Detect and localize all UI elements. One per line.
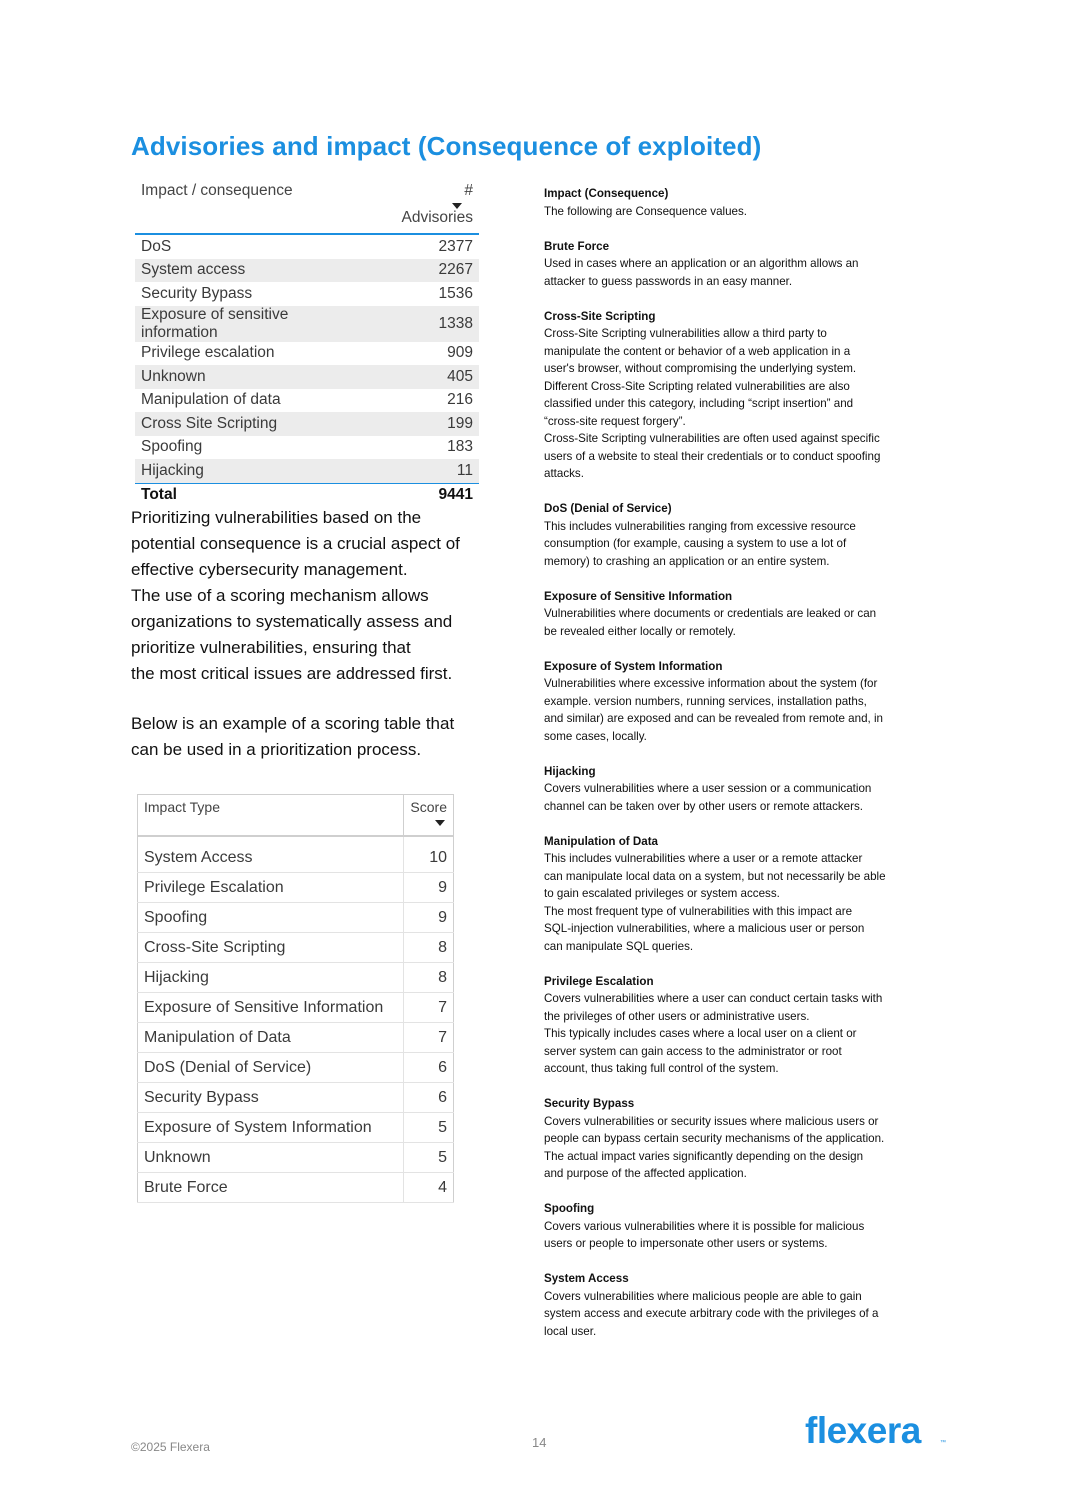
- score-value: 6: [404, 1083, 454, 1113]
- definition-text: [544, 990, 939, 1078]
- definition-section: [544, 1200, 939, 1253]
- definition-text: [544, 1218, 939, 1253]
- definition-title: Exposure of Sensitive Information: [544, 589, 733, 603]
- text-line: effective cybersecurity management.: [131, 560, 408, 579]
- advisory-count: 11: [372, 459, 479, 483]
- total-label: Total: [135, 483, 372, 507]
- impact-type-label: DoS (Denial of Service): [138, 1053, 404, 1083]
- text-line: classified under this category, including “script insertion” and: [544, 397, 854, 410]
- text-line: Cross-Site Scripting vulnerabilities are often used against specific: [544, 432, 880, 445]
- text-line: account, thus taking full control of the system.: [544, 1062, 779, 1075]
- advisory-count: 183: [447, 438, 473, 456]
- definitions-column: [544, 185, 939, 1358]
- text-line: attacks.: [544, 467, 584, 480]
- definition-title: Impact (Consequence): [544, 187, 669, 200]
- text-line: prioritize vulnerabilities, ensuring that: [131, 638, 411, 657]
- total-row: [135, 483, 479, 507]
- score-value: 9: [404, 873, 454, 903]
- copyright: ©2025 Flexera: [131, 1440, 210, 1454]
- table-row: [138, 903, 454, 933]
- definition-section: [544, 833, 939, 956]
- column-header-impact-type: Impact Type: [138, 795, 404, 837]
- impact-type-label: Exposure of Sensitive Information: [138, 993, 404, 1023]
- impact-type-label: System Access: [138, 836, 404, 873]
- table-header-row: [138, 795, 454, 837]
- table-row: [138, 1023, 454, 1053]
- text-line: system access and execute arbitrary code with the privileges of a: [544, 1307, 879, 1320]
- table-row: [135, 412, 479, 436]
- column-header-advisories[interactable]: # Advisories: [401, 182, 473, 226]
- definition-title: Manipulation of Data: [544, 834, 659, 848]
- advisory-count: 1338: [372, 306, 479, 342]
- score-value: 7: [404, 1023, 454, 1053]
- definition-section: [544, 588, 939, 641]
- text-line: to gain escalated privileges or system access.: [544, 887, 780, 900]
- text-line: can manipulate local data on a system, but not necessarily be able: [544, 869, 886, 883]
- table-row: [135, 342, 479, 366]
- table-row: [138, 933, 454, 963]
- impact-type-label: Privilege Escalation: [138, 873, 404, 903]
- text-line: Vulnerabilities where excessive information about the system (for: [544, 677, 878, 690]
- text-line: users or people to impersonate other users or systems.: [544, 1237, 828, 1250]
- text-line: can be used in a prioritization process.: [131, 740, 422, 759]
- score-value: 8: [404, 963, 454, 993]
- text-line: manipulate the content or behavior of a web application in a: [544, 344, 851, 358]
- impact-label: Security Bypass: [141, 284, 253, 302]
- table-row: [135, 436, 479, 460]
- text-line: be revealed either locally or remotely.: [544, 624, 736, 638]
- table-row: [135, 365, 479, 389]
- score-value: 4: [404, 1173, 454, 1203]
- definition-title: Brute Force: [544, 239, 610, 253]
- definition-section: [544, 500, 939, 570]
- text-line: the most critical issues are addressed first.: [131, 664, 453, 683]
- table-row: [135, 459, 479, 483]
- impact-consequence-table: [135, 180, 479, 507]
- text-line: The following are Consequence values.: [544, 204, 748, 218]
- table-row: [138, 963, 454, 993]
- text-line: Used in cases where an application or an algorithm allows an: [544, 257, 859, 270]
- definition-text: [544, 780, 939, 815]
- impact-label: DoS: [141, 237, 172, 255]
- impact-label: System access: [135, 259, 372, 283]
- score-value: 5: [404, 1143, 454, 1173]
- text-line: channel can be taken over by other users or remote attackers.: [544, 799, 863, 813]
- definition-title: Privilege Escalation: [544, 974, 654, 988]
- definition-section: [544, 238, 939, 291]
- score-value: 5: [404, 1113, 454, 1143]
- text-line: Covers vulnerabilities where malicious people are able to gain: [544, 1289, 862, 1303]
- definition-title: Hijacking: [544, 764, 596, 778]
- text-line: Vulnerabilities where documents or credentials are leaked or can: [544, 607, 877, 620]
- text-line: Prioritizing vulnerabilities based on the: [131, 508, 422, 527]
- definition-section: [544, 1270, 939, 1340]
- impact-type-label: Manipulation of Data: [138, 1023, 404, 1053]
- score-value: 6: [404, 1053, 454, 1083]
- definition-text: [544, 1288, 939, 1341]
- definition-text: [544, 518, 939, 571]
- table-row: [138, 1053, 454, 1083]
- score-value: 8: [404, 933, 454, 963]
- definition-title: Spoofing: [544, 1202, 595, 1215]
- definition-title: DoS (Denial of Service): [544, 502, 672, 515]
- impact-label: Privilege escalation: [141, 344, 275, 362]
- text-line: “cross-site request forgery”.: [544, 414, 686, 428]
- advisory-count: 216: [447, 391, 473, 409]
- definition-text: [544, 325, 939, 483]
- column-header-impact: Impact / consequence: [141, 182, 293, 199]
- table-row: [135, 259, 479, 283]
- definition-text: [544, 850, 939, 955]
- text-line: can manipulate SQL queries.: [544, 939, 694, 953]
- logo-text: flexera: [805, 1410, 921, 1450]
- text-line: and similar) are exposed and can be revealed from remote and, in: [544, 712, 883, 725]
- table-row: [135, 389, 479, 413]
- table-row: [135, 234, 479, 259]
- advisory-count: 1536: [438, 284, 473, 302]
- advisory-count: 2377: [438, 237, 473, 255]
- definition-text: [544, 1113, 939, 1183]
- impact-type-label: Security Bypass: [138, 1083, 404, 1113]
- impact-type-label: Spoofing: [138, 903, 404, 933]
- text-line: Covers vulnerabilities where a user can conduct certain tasks with: [544, 992, 883, 1005]
- text-line: server system can gain access to the administrator or root: [544, 1044, 842, 1058]
- impact-label: Manipulation of data: [141, 391, 281, 409]
- definition-section: [544, 763, 939, 816]
- table-row: [138, 873, 454, 903]
- text-line: and purpose of the affected application.: [544, 1167, 747, 1180]
- scoring-table: [137, 794, 454, 1203]
- text-line: example. version numbers, running services, installation paths,: [544, 694, 867, 708]
- text-line: users of a website to steal their credentials or to conduct spoofing: [544, 449, 881, 463]
- table-row: [138, 1143, 454, 1173]
- impact-type-label: Hijacking: [138, 963, 404, 993]
- text-line: Covers various vulnerabilities where it is possible for malicious: [544, 1219, 865, 1233]
- table-header-row: [135, 180, 479, 234]
- total-value: 9441: [372, 483, 479, 507]
- definition-section: [544, 1095, 939, 1183]
- definition-title: Security Bypass: [544, 1097, 635, 1110]
- text-line: Cross-Site Scripting vulnerabilities allow a third party to: [544, 327, 827, 340]
- table-row: [138, 993, 454, 1023]
- text-line: This typically includes cases where a local user on a client or: [544, 1027, 857, 1040]
- text-line: potential consequence is a crucial aspect of: [131, 534, 460, 553]
- impact-label: Hijacking: [135, 459, 372, 483]
- score-value: 9: [404, 903, 454, 933]
- definition-title: Cross-Site Scripting: [544, 309, 656, 323]
- impact-type-label: Brute Force: [138, 1173, 404, 1203]
- table-row: [135, 306, 479, 342]
- page-number: 14: [532, 1435, 547, 1450]
- text-line: user's browser, without compromising the underlying system.: [544, 362, 857, 375]
- definition-title: Exposure of System Information: [544, 659, 723, 673]
- text-line: memory) to crashing an application or an entire system.: [544, 554, 830, 568]
- impact-type-label: Cross-Site Scripting: [138, 933, 404, 963]
- table-row: [138, 1083, 454, 1113]
- text-line: local user.: [544, 1324, 597, 1338]
- definition-section: [544, 308, 939, 483]
- impact-label: Spoofing: [141, 438, 203, 456]
- text-line: Covers vulnerabilities or security issues where malicious users or: [544, 1114, 879, 1128]
- definition-text: [544, 605, 939, 640]
- definition-text: [544, 203, 939, 221]
- text-line: Covers vulnerabilities where a user session or a communication: [544, 782, 872, 795]
- text-line: some cases, locally.: [544, 729, 647, 743]
- definition-text: [544, 255, 939, 290]
- score-value: 7: [404, 993, 454, 1023]
- page-title: Advisories and impact (Consequence of exploited): [131, 131, 762, 161]
- score-value: 10: [404, 836, 454, 873]
- table-row: [135, 282, 479, 306]
- text-line: Different Cross-Site Scripting related vulnerabilities are also: [544, 379, 850, 393]
- advisory-count: 199: [372, 412, 479, 436]
- text-line: people can bypass certain security mechanisms of the application.: [544, 1132, 885, 1145]
- impact-label: Unknown: [135, 365, 372, 389]
- text-line: The use of a scoring mechanism allows: [131, 586, 429, 605]
- definition-section: [544, 973, 939, 1078]
- text-line: Below is an example of a scoring table that: [131, 714, 455, 733]
- scoring-intro-paragraph: [131, 711, 501, 763]
- text-line: This includes vulnerabilities ranging from excessive resource: [544, 519, 856, 533]
- impact-label: Exposure of sensitive information: [135, 306, 372, 342]
- table-row: [138, 836, 454, 873]
- advisory-count: 2267: [372, 259, 479, 283]
- table-row: [138, 1173, 454, 1203]
- definition-section: [544, 185, 939, 220]
- definition-section: [544, 658, 939, 746]
- flexera-logo: [805, 1410, 950, 1450]
- impact-type-label: Exposure of System Information: [138, 1113, 404, 1143]
- impact-type-label: Unknown: [138, 1143, 404, 1173]
- text-line: attacker to guess passwords in an easy manner.: [544, 274, 793, 288]
- table-row: [138, 1113, 454, 1143]
- text-line: The actual impact varies significantly depending on the design: [544, 1149, 864, 1163]
- sort-descending-icon: [435, 820, 445, 826]
- advisory-count: 405: [372, 365, 479, 389]
- impact-label: Cross Site Scripting: [135, 412, 372, 436]
- text-line: SQL-injection vulnerabilities, where a malicious user or person: [544, 922, 865, 935]
- text-line: This includes vulnerabilities where a user or a remote attacker: [544, 852, 863, 865]
- text-line: organizations to systematically assess and: [131, 612, 453, 631]
- advisory-count: 909: [447, 344, 473, 362]
- definition-title: System Access: [544, 1272, 629, 1285]
- text-line: The most frequent type of vulnerabilities with this impact are: [544, 904, 853, 918]
- definition-text: [544, 675, 939, 745]
- column-header-score[interactable]: Score: [404, 795, 454, 837]
- text-line: consumption (for example, causing a system to use a lot of: [544, 537, 847, 550]
- logo-trademark: ™: [940, 1440, 946, 1446]
- prioritization-paragraph: [131, 505, 501, 687]
- text-line: the privileges of other users or administrative users.: [544, 1009, 810, 1023]
